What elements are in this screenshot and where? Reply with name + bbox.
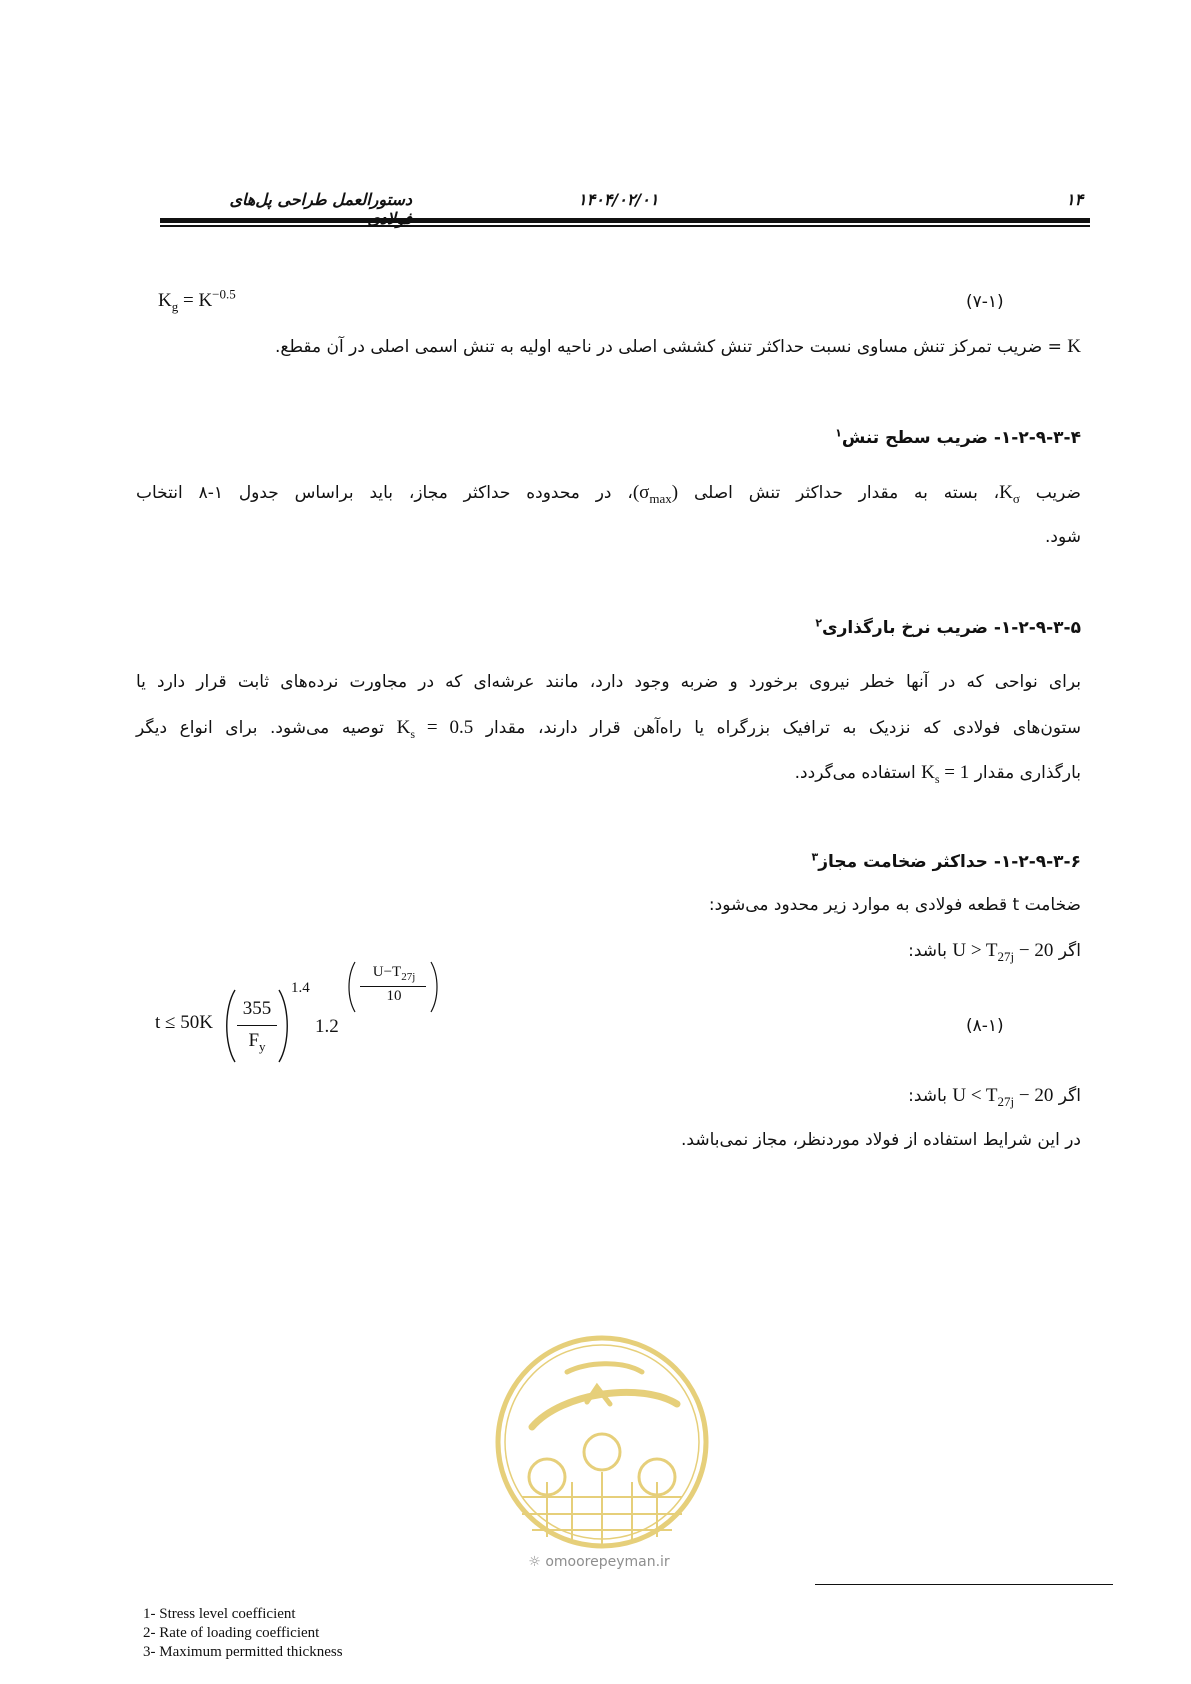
eq81-frac-num: 355	[242, 998, 272, 1019]
cond1-math-b: − 20	[1014, 940, 1054, 961]
s4-line1-c: ، در محدوده حداکثر مجاز، باید براساس جدول ۱-۸ انتخاب	[136, 483, 633, 503]
footnote-ref-2: ۲	[815, 616, 823, 630]
footnote-1: 1- Stress level coefficient	[143, 1606, 296, 1622]
eq81-frac-den	[237, 1030, 277, 1052]
eq81-exp-num	[357, 964, 431, 981]
section-5-heading-text: ۱-۲-۹-۳-۵- ضریب نرخ بارگذاری	[822, 618, 1081, 638]
s5-line2-b: توصیه می‌شود. برای انواع دیگر	[136, 718, 397, 738]
s4-line1-b: ، بسته به مقدار حداکثر تنش اصلی	[678, 483, 1000, 503]
cond1-then: باشد:	[908, 941, 953, 961]
eq81-exp-left-paren	[345, 960, 357, 1014]
equation-number-8-1: (۸-۱)	[966, 1016, 1004, 1036]
ks-value: = 0.5	[415, 717, 474, 738]
section-5-line-3	[136, 750, 1081, 795]
eq81-exp-bar	[360, 986, 426, 987]
cond2-math-a: U < T	[952, 1085, 998, 1106]
ks-value-2: = 1	[939, 762, 970, 783]
cond1-math-a: U > T	[952, 940, 998, 961]
sigma-open: (σ	[639, 482, 679, 503]
header-rule-thin	[160, 225, 1090, 227]
eq81-fy-sub: y	[259, 1038, 266, 1054]
section-6-line-1: ضخامت t قطعه فولادی به موارد زیر محدود می‌شود:	[708, 895, 1081, 915]
eq81-right-paren	[277, 988, 293, 1064]
eq81-exp-den: 10	[386, 988, 402, 1004]
eq81-exp-num-a: U−T	[372, 964, 402, 980]
k-symbol: K	[1067, 336, 1081, 357]
eq81-fy: F	[248, 1030, 260, 1051]
cond1-if: اگر	[1053, 941, 1081, 961]
header-date: ۱۴۰۴/۰۲/۰۱	[578, 190, 659, 209]
sigma-max	[632, 482, 679, 506]
header-rule-thick	[160, 218, 1090, 223]
section-heading-stress-level	[835, 428, 1081, 448]
equation-7-1	[158, 286, 236, 314]
section-heading-loading-rate	[815, 618, 1081, 638]
watermark-seal-logo	[492, 1332, 712, 1552]
equation-8-1	[155, 964, 475, 1070]
ks-equals-one	[921, 762, 970, 786]
section-4-line-1	[136, 470, 1081, 515]
cond2-math-sub: 27j	[997, 1093, 1015, 1109]
eq81-base: 1.2	[315, 1016, 339, 1037]
header-title: دستورالعمل طراحی پل‌های	[229, 190, 412, 209]
footnote-3: 3- Maximum permitted thickness	[143, 1644, 343, 1660]
ks-sub: s	[410, 726, 415, 741]
cond2-if: اگر	[1053, 1086, 1081, 1106]
cond1-math-sub: 27j	[997, 948, 1015, 964]
watermark-caption-text: omoorepeyman.ir	[545, 1554, 670, 1570]
condition-1	[908, 940, 1081, 962]
k-sigma-symbol: K	[999, 482, 1013, 503]
footnote-2: 2- Rate of loading coefficient	[143, 1625, 320, 1641]
section-heading-max-thickness	[812, 852, 1081, 872]
k-definition	[275, 336, 1081, 358]
s5-line2-a: ستون‌های فولادی که نزدیک به ترافیک بزرگراه یا راه‌آهن قرار دارند، مقدار	[473, 718, 1081, 738]
eq81-lhs: t ≤ 50K	[155, 1012, 213, 1033]
ks-equals-half	[396, 717, 474, 741]
eq-rhs: = K	[178, 290, 213, 311]
cond1-math	[952, 940, 1054, 964]
sigma-close: )	[632, 482, 640, 503]
k-sigma	[999, 482, 1020, 506]
eq-rhs-sup: −0.5	[212, 286, 236, 302]
header-page-number: ۱۴	[1066, 190, 1084, 209]
k-sigma-sub: σ	[1012, 490, 1020, 506]
eq-lhs-sub: g	[171, 298, 179, 314]
footnote-ref-1: ۱	[835, 426, 842, 440]
eq81-left-paren	[221, 988, 237, 1064]
ks-symbol-2: K	[921, 762, 935, 783]
k-definition-text: = ضریب تمرکز تنش مساوی نسبت حداکثر تنش کششی اصلی در ناحیه اولیه به تنش اسمی اصلی در آن مقطع.	[275, 337, 1068, 357]
footnote-ref-3: ۳	[811, 850, 819, 864]
sigma-max-sub: max	[649, 490, 672, 506]
s4-line1-a: ضریب	[1019, 483, 1081, 503]
eq81-power: 1.4	[291, 980, 310, 996]
section-5-paragraph	[136, 660, 1081, 795]
footnote-separator	[815, 1584, 1113, 1585]
section-5-line-1: برای نواحی که در آنها خطر نیروی برخورد و ضربه وجود دارد، مانند عرشه‌ای که در مجاورت نرده‌های ثابت قرار دارد یا	[136, 672, 1081, 692]
ks-symbol: K	[396, 717, 411, 738]
equation-number-7-1: (۷-۱)	[966, 292, 1004, 312]
section-4-paragraph	[136, 470, 1081, 560]
section-4-heading-text: ۱-۲-۹-۳-۴- ضریب سطح تنش	[841, 428, 1081, 448]
watermark-caption: ☼ omoorepeyman.ir	[528, 1554, 670, 1570]
section-6-conclusion: در این شرایط استفاده از فولاد موردنظر، مجاز نمی‌باشد.	[681, 1130, 1081, 1150]
eq81-exp-num-sub: 27j	[401, 971, 416, 983]
ks-sub-2: s	[934, 771, 940, 786]
condition-2	[908, 1085, 1081, 1107]
eq81-exp-right-paren	[429, 960, 441, 1014]
section-6-heading-text: ۱-۲-۹-۳-۶- حداکثر ضخامت مجاز	[818, 852, 1081, 872]
s5-line3-a: بارگذاری مقدار	[969, 763, 1081, 783]
eq-lhs: K	[158, 290, 172, 311]
section-4-line-2: شود.	[1044, 527, 1081, 547]
eq81-frac-bar	[237, 1025, 277, 1026]
s5-line3-b: استفاده می‌گردد.	[794, 763, 922, 783]
cond2-then: باشد:	[908, 1086, 953, 1106]
cond2-math	[952, 1085, 1054, 1109]
section-5-line-2	[136, 705, 1081, 750]
cond2-math-b: − 20	[1014, 1085, 1054, 1106]
